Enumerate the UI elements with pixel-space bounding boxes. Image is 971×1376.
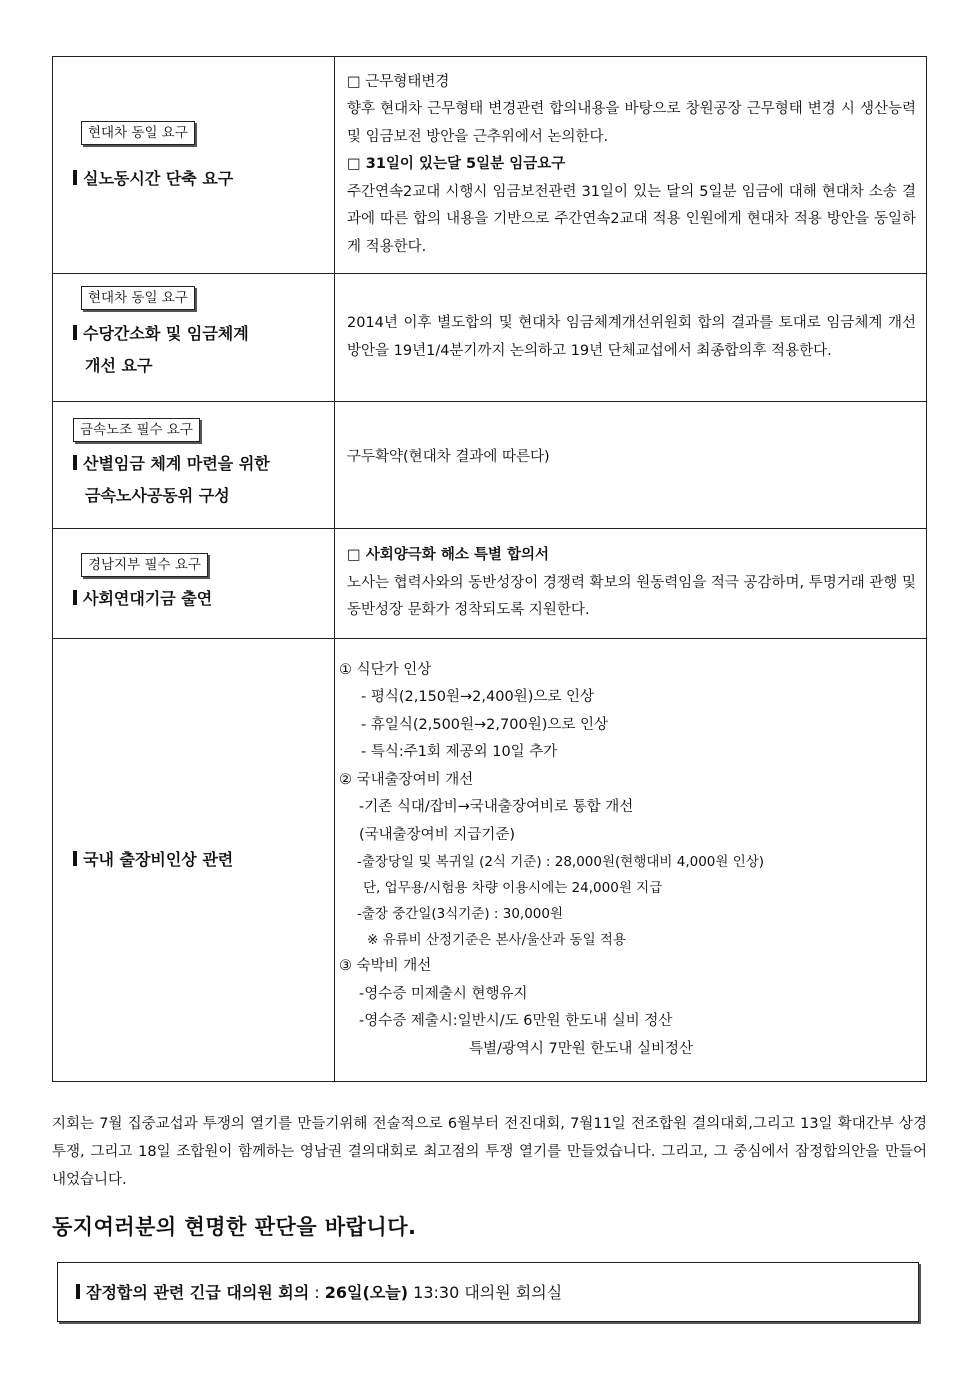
note-item: ※ 유류비 산정기준은 본사/울산과 동일 적용	[367, 932, 627, 949]
call-out-heading: 동지여러분의 현명한 판단을 바랍니다.	[52, 1215, 417, 1239]
table-row	[53, 57, 927, 274]
list-item: -출장당일 및 복귀일 (2식 기준) : 28,000원(현행대비 4,000원 인상)	[357, 854, 765, 871]
content-text: 구두확약(현대차 결과에 따른다)	[347, 449, 550, 466]
row-title: 실노동시간 단축 요구	[73, 163, 334, 195]
row-label-cell	[53, 529, 335, 639]
requirement-tag: 현대차 동일 요구	[81, 286, 195, 310]
list-item: (국내출장여비 지급기준)	[359, 826, 515, 843]
checkbox-heading: □ 근무형태변경	[347, 73, 450, 90]
bullet-bar-icon	[73, 325, 77, 340]
bullet-bar-icon	[73, 455, 77, 470]
requirement-tag: 경남지부 필수 요구	[81, 553, 208, 577]
content-text: 노사는 협력사와의 동반성장이 경쟁력 확보의 원동력임을 적극 공감하며, 투명거래 관행 및 동반성장 문화가 정착되도록 지원한다.	[347, 574, 916, 619]
list-item: - 평식(2,150원→2,400원)으로 인상	[361, 689, 594, 706]
row-content-cell	[335, 274, 927, 402]
row-content-cell	[335, 639, 927, 1082]
row-title: 산별임금 체계 마련을 위한 금속노사공동위 구성	[73, 448, 334, 512]
list-item: 단, 업무용/시험용 차량 이용시에는 24,000원 지급	[363, 880, 663, 897]
row-label-cell	[53, 57, 335, 274]
list-item: -영수증 미제출시 현행유지	[359, 985, 528, 1002]
list-item: -기존 식대/잡비→국내출장여비로 통합 개선	[359, 799, 634, 816]
table-row	[53, 274, 927, 402]
row-title: 수당간소화 및 임금체계 개선 요구	[73, 318, 334, 382]
checkbox-heading: □ 사회양극화 해소 특별 합의서	[347, 547, 549, 564]
row-title: 사회연대기금 출연	[73, 583, 334, 615]
list-item: - 휴일식(2,500원→2,700원)으로 인상	[361, 716, 608, 733]
notice-date: 26일(오늘)	[324, 1283, 409, 1302]
list-item: -영수증 제출시:일반시/도 6만원 한도내 실비 정산	[359, 1013, 673, 1030]
bullet-bar-icon	[76, 1284, 80, 1299]
agreement-table	[52, 56, 927, 1082]
numbered-heading: ② 국내출장여비 개선	[339, 771, 474, 788]
table-row	[53, 639, 927, 1082]
content-text: 2014년 이후 별도합의 및 현대차 임금체계개선위원회 합의 결과를 토대로 임금체계 개선방안을 19년1/4분기까지 논의하고 19년 단체교섭에서 최종합의후 적용한다.	[347, 315, 916, 359]
meeting-notice-box	[57, 1262, 919, 1322]
bullet-bar-icon	[73, 170, 77, 185]
content-text: 주간연속2교대 시행시 임금보전관련 31일이 있는 달의 5일분 임금에 대해 현대차 소송 결과에 따른 합의 내용을 기반으로 주간연속2교대 적용 인원에게 현대차 적용 방안을 동일하게 적용한다.	[347, 183, 916, 255]
notice-label: 잠정합의 관련 긴급 대의원 회의	[86, 1283, 310, 1302]
numbered-heading: ③ 숙박비 개선	[339, 958, 432, 975]
content-text: 향후 현대차 근무형태 변경관련 합의내용을 바탕으로 창원공장 근무형태 변경 시 생산능력 및 임금보전 방안을 근추위에서 논의한다.	[347, 101, 916, 145]
row-content-cell	[335, 402, 927, 529]
list-item: - 특식:주1회 제공외 10일 추가	[361, 744, 558, 761]
row-content-cell	[335, 529, 927, 639]
requirement-tag: 현대차 동일 요구	[81, 121, 195, 145]
notice-separator: :	[309, 1283, 325, 1302]
table-row	[53, 529, 927, 639]
checkbox-heading: □ 31일이 있는달 5일분 임금요구	[347, 156, 566, 173]
row-title: 국내 출장비인상 관련	[73, 844, 334, 876]
row-content-cell	[335, 57, 927, 274]
table-row	[53, 402, 927, 529]
row-label-cell	[53, 639, 335, 1082]
bullet-bar-icon	[73, 851, 77, 866]
row-label-cell	[53, 274, 335, 402]
list-item: -출장 중간일(3식기준) : 30,000원	[357, 906, 564, 923]
notice-detail: 13:30 대의원 회의실	[408, 1283, 563, 1302]
bullet-bar-icon	[73, 590, 77, 605]
numbered-heading: ① 식단가 인상	[339, 661, 432, 678]
row-label-cell	[53, 402, 335, 529]
requirement-tag: 금속노조 필수 요구	[73, 418, 200, 442]
summary-paragraph: 지회는 7월 집중교섭과 투쟁의 열기를 만들기위해 전술적으로 6월부터 전진대회, 7월11일 전조합원 결의대회,그리고 13일 확대간부 상경투쟁, 그리고 18일 조합원이 함께하는 영남권 결의대회로 최고점의 투쟁 열기를 만들었습니다. 그리고, 그 중심에서 잠정합의안을 만들어 내었습니다.	[52, 1116, 927, 1188]
list-item: 특별/광역시 7만원 한도내 실비정산	[469, 1040, 694, 1057]
